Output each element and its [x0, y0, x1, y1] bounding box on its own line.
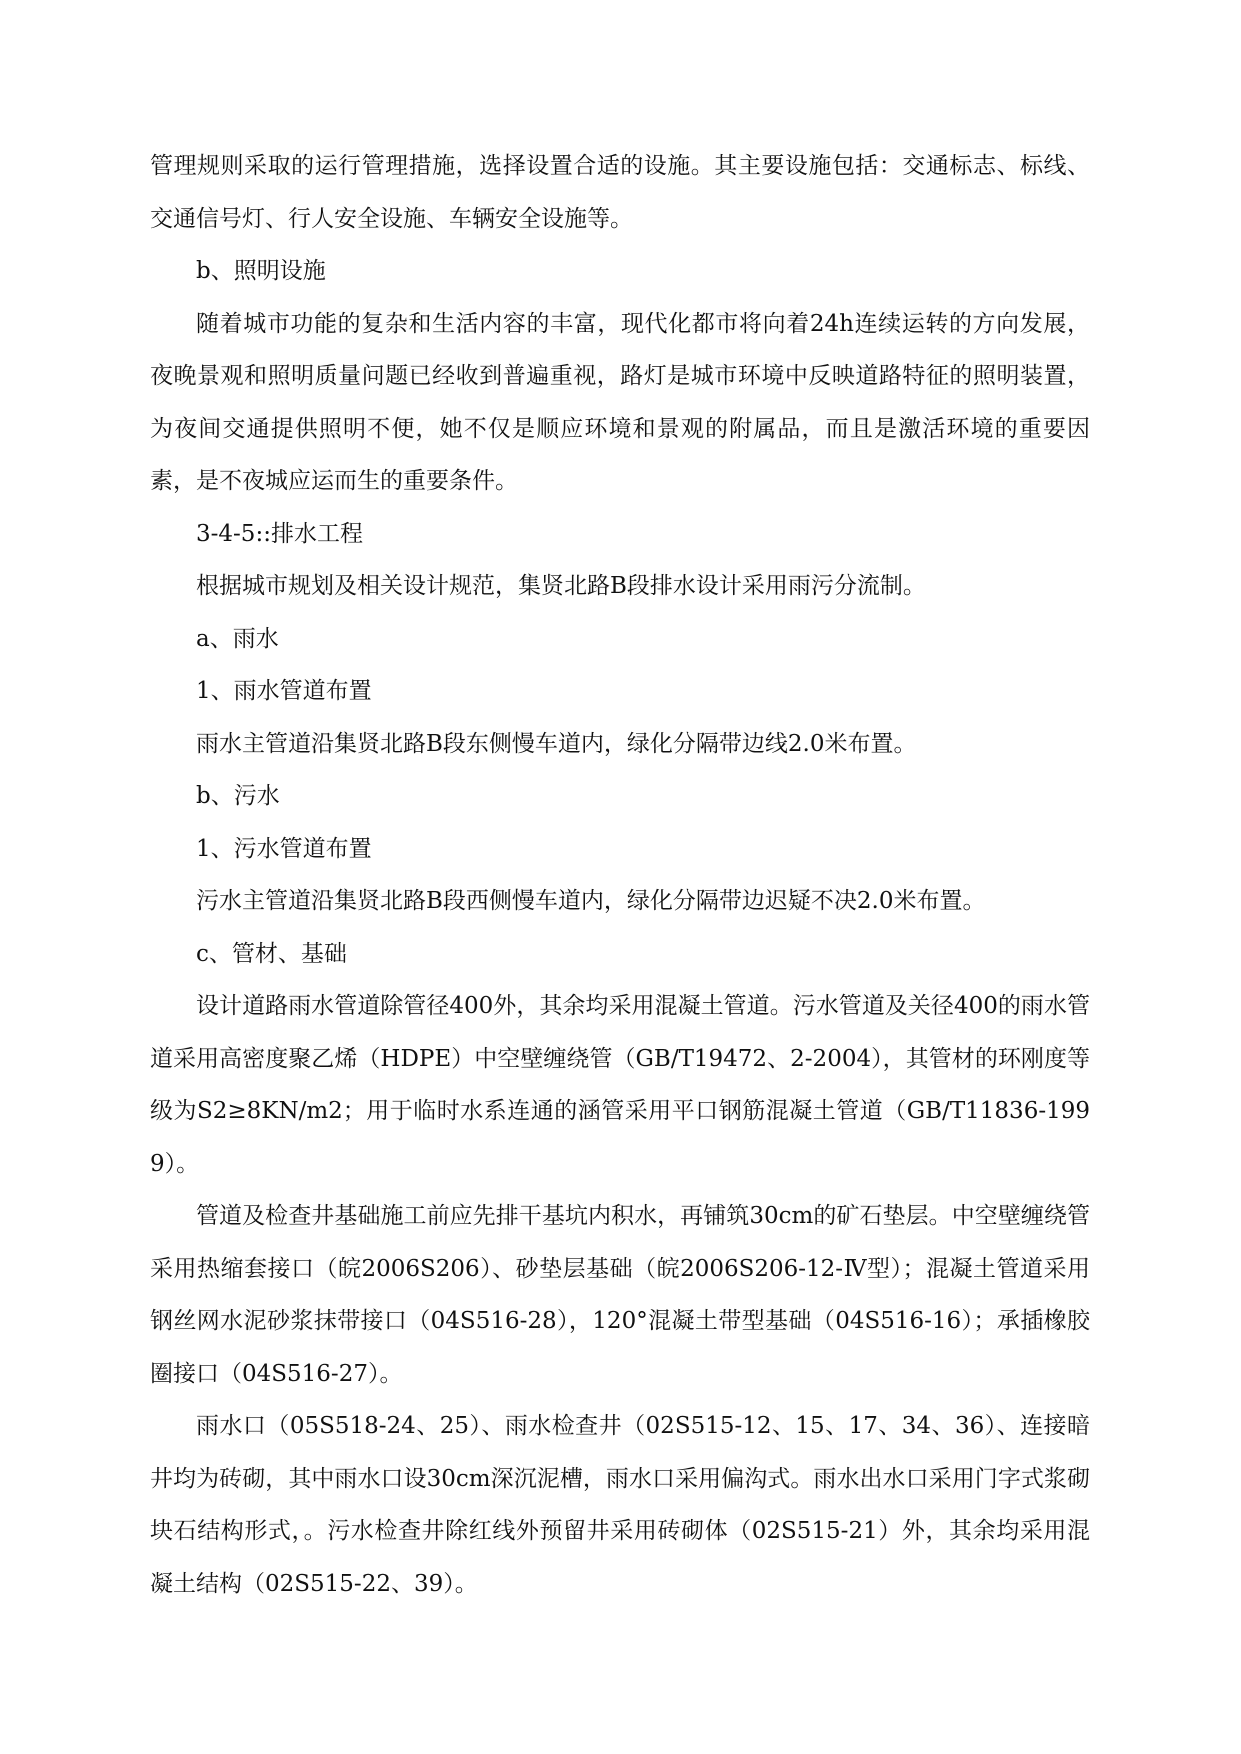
paragraph-pipe-materials: 设计道路雨水管道除管径400外，其余均采用混凝土管道。污水管道及关径400的雨水管道采用高密度聚乙烯（HDPE）中空壁缠绕管（GB/T19472、2-2004），其管材的环刚度等级为S2≥8KN/m2；用于临时水系连通的涵管采用平口钢筋混凝土管道（GB/T11836-1999）。: [150, 993, 1090, 1177]
heading-drainage: 3-4-5::排水工程: [196, 520, 363, 547]
paragraph-sewage-layout: 污水主管道沿集贤北路B段西侧慢车道内，绿化分隔带边迟疑不决2.0米布置。: [196, 888, 986, 914]
paragraph-inlets-wells: 雨水口（05S518-24、25）、雨水检查井（02S515-12、15、17、34、36）、连接暗井均为砖砌，其中雨水口设30cm深沉泥槽，雨水口采用偏沟式。雨水出水口采用门字式浆砌块石结构形式，。污水检查井除红线外预留井采用砖砌体（02S515-21）外，其余均采用混凝土结构（02S515-22、39）。: [150, 1413, 1090, 1597]
heading-rainwater-layout: 1、雨水管道布置: [196, 678, 372, 704]
paragraph-foundation: 管道及检查井基础施工前应先排干基坑内积水，再铺筑30cm的矿石垫层。中空壁缠绕管采用热缩套接口（皖2006S206）、砂垫层基础（皖2006S206-12-Ⅳ型）；混凝土管道采用钢丝网水泥砂浆抹带接口（04S516-28），120°混凝土带型基础（04S516-16）；承插橡胶圈接口（04S516-27）。: [150, 1203, 1090, 1387]
heading-pipe-materials: c、管材、基础: [196, 940, 347, 967]
heading-sewage: b、污水: [196, 783, 280, 809]
heading-lighting: b、照明设施: [196, 258, 326, 284]
paragraph-continuation: 管理规则采取的运行管理措施，选择设置合适的设施。其主要设施包括：交通标志、标线、交通信号灯、行人安全设施、车辆安全设施等。: [150, 153, 1090, 232]
paragraph-rainwater-layout: 雨水主管道沿集贤北路B段东侧慢车道内，绿化分隔带边线2.0米布置。: [196, 730, 917, 757]
heading-sewage-layout: 1、污水管道布置: [196, 835, 372, 862]
paragraph-drainage-intro: 根据城市规划及相关设计规范，集贤北路B段排水设计采用雨污分流制。: [196, 573, 926, 599]
paragraph-lighting: 随着城市功能的复杂和生活内容的丰富，现代化都市将向着24h连续运转的方向发展，夜晚景观和照明质量问题已经收到普遍重视，路灯是城市环境中反映道路特征的照明装置，为夜间交通提供照明不便，她不仅是顺应环境和景观的附属品，而且是激活环境的重要因素，是不夜城应运而生的重要条件。: [150, 310, 1090, 494]
heading-rainwater: a、雨水: [196, 625, 279, 652]
document-page: [150, 140, 1090, 1610]
